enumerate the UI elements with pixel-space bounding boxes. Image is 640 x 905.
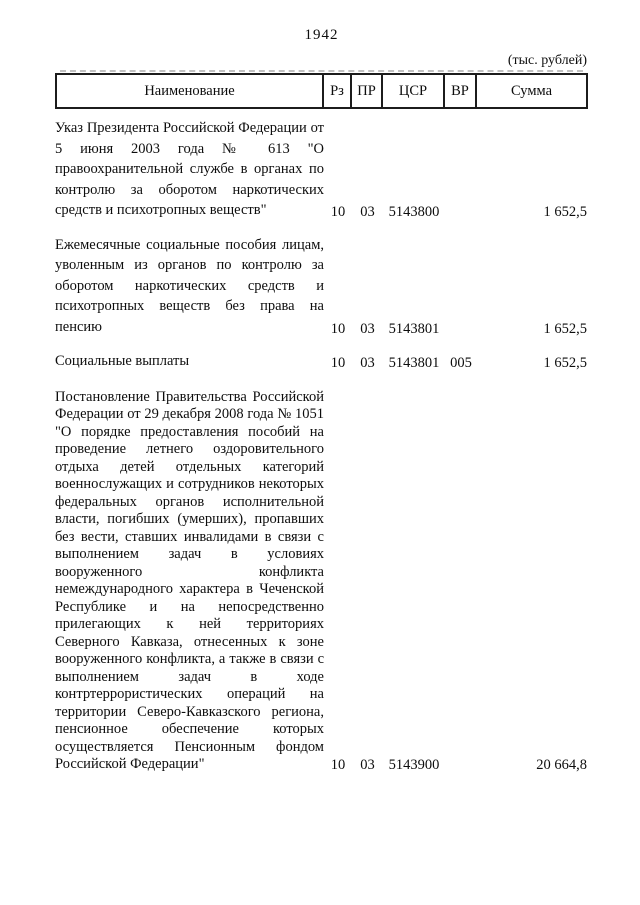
table-body xyxy=(55,118,588,774)
row-summa-value: 20 664,8 xyxy=(536,757,587,773)
table-row xyxy=(55,235,588,338)
table-row xyxy=(55,351,588,372)
row-rz-value: 10 xyxy=(330,757,346,773)
row-rz-value: 10 xyxy=(330,204,346,220)
row-pr-value: 03 xyxy=(360,757,375,773)
row-pr-value: 03 xyxy=(360,204,375,220)
row-tssr-value: 5143900 xyxy=(388,757,440,773)
row-name-text: Ежемесячные социальные пособия лицам, уволенным из органов по контролю за оборотом наркотических средств и психотропных веществ без права на пенсию xyxy=(55,236,324,335)
row-rz-value: 10 xyxy=(330,320,346,337)
column-header-name: Наименование xyxy=(57,75,324,107)
row-summa-value: 1 652,5 xyxy=(543,204,587,220)
row-summa-value: 1 652,5 xyxy=(543,355,587,371)
column-header-pr: ПР xyxy=(352,75,383,107)
column-header-rz: Рз xyxy=(324,75,352,107)
row-summa-value: 1 652,5 xyxy=(543,320,587,337)
row-vr-value: 005 xyxy=(450,355,472,371)
row-name-text: Указ Президента Российской Федерации от 5 июня 2003 года № 613 "О правоохранительной службе в органах по контролю за оборотом наркотических средств и психотропных веществ" xyxy=(55,120,324,218)
row-name-text: Постановление Правительства Российской Федерации от 29 декабря 2008 года № 1051 "О порядке предоставления пособий на проведение летнего оздоровительного отдыха детей отдельных категорий военнослужащих и сотрудников некоторых федеральных органов исполнительной власти, погибших (умерших), пропавших без вести, ставших инвалидами в связи с выполнением задач в условиях вооруженного конфликта немеждународного характера в Чеченской Республике и на непосредственно прилегающих к ней территориях Северного Кавказа, отнесенных к зоне вооруженного конфликта, а также в связи с выполнением задач в ходе контртеррористических операций на территории Северо-Кавказского региона, пенсионное обеспечение которых осуществляется Пенсионным фондом Российской Федерации" xyxy=(55,388,324,772)
units-note: (тыс. рублей) xyxy=(507,53,587,68)
table-row xyxy=(55,118,588,221)
table-header xyxy=(55,73,588,109)
column-header-summa: Сумма xyxy=(510,82,553,99)
row-rz-value: 10 xyxy=(330,355,346,371)
table-row xyxy=(55,389,588,774)
row-pr-value: 03 xyxy=(360,355,375,371)
column-header-tssr: ЦСР xyxy=(383,75,445,107)
row-tssr-value: 5143801 xyxy=(388,320,440,337)
column-header-vr: ВР xyxy=(445,75,477,107)
row-name-text: Социальные выплаты xyxy=(55,353,190,369)
row-tssr-value: 5143800 xyxy=(388,204,440,220)
row-pr-value: 03 xyxy=(360,320,375,337)
page-number: 1942 xyxy=(304,27,339,43)
row-tssr-value: 5143801 xyxy=(388,355,440,371)
